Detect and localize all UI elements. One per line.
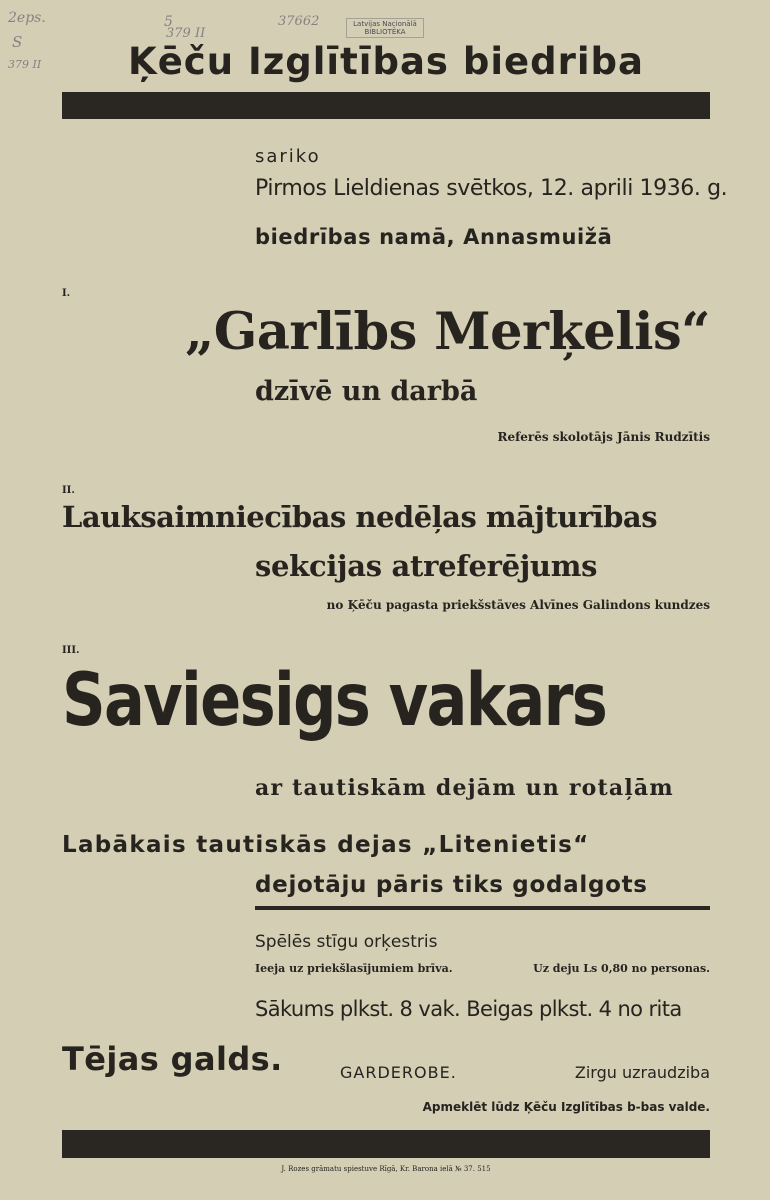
section-2-number: II. <box>62 485 75 496</box>
horse-care: Zirgu uzraudziba <box>574 1063 710 1082</box>
section-1-title: „Garlībs Merķelis“ <box>184 302 710 362</box>
award-underline <box>255 906 710 910</box>
entry-note: Ieeja uz priekšlasījumiem brīva. <box>255 962 453 975</box>
section-1-number: I. <box>62 288 71 299</box>
section-2-title-line-2: sekcijas atreferējums <box>255 549 598 583</box>
event-times: Sākums plkst. 8 vak. Beigas plkst. 4 no rita <box>255 997 682 1021</box>
section-3-number: III. <box>62 645 80 656</box>
section-3-title: Saviesigs vakars <box>62 658 607 743</box>
section-2-speaker: no Ķēču pagasta priekšstāves Alvīnes Galindons kundzes <box>326 598 710 612</box>
handwritten-mark-3: 379 II <box>8 58 42 71</box>
section-1-subtitle: dzīvē un darbā <box>255 376 478 407</box>
org-title: Ķēču Izglītības biedriba <box>128 40 644 83</box>
handwritten-mark-2: S <box>12 33 23 51</box>
library-stamp-line-2: BIBLIOTĒKA <box>364 28 406 36</box>
section-1-speaker: Referēs skolotājs Jānis Rudzītis <box>497 430 710 444</box>
library-stamp-line-1: Latvijas Nacionālā <box>353 20 417 28</box>
dance-price: Uz deju Ls 0,80 no personas. <box>533 962 710 975</box>
event-date: Pirmos Lieldienas svētkos, 12. aprili 1936. g. <box>255 176 728 201</box>
printer-imprint: J. Rozes grāmatu spiestuve Rīgā, Kr. Barona ielā № 37. 515 <box>281 1165 491 1173</box>
award-line-1: Labākais tautiskās dejas „Litenietis“ <box>62 832 590 858</box>
section-2-title-line-1: Lauksaimniecības nedēļas mājturības <box>62 500 658 534</box>
catalog-number: 37662 <box>278 14 320 29</box>
handwritten-mark-4: 379 II <box>166 26 206 41</box>
venue: biedrības namā, Annasmuižā <box>255 225 613 249</box>
tea-table: Tējas galds. <box>62 1040 283 1078</box>
sariko-text: sariko <box>255 146 321 167</box>
header-bar <box>62 92 710 119</box>
handwritten-mark-1: 2eps. <box>8 10 46 26</box>
invitation: Apmeklēt lūdz Ķēču Izglītības b-bas valde. <box>422 1100 710 1114</box>
orchestra-note: Spēlēs stīgu orķestris <box>255 932 438 952</box>
cloakroom: GARDEROBE. <box>340 1063 457 1082</box>
footer-bar <box>62 1130 710 1158</box>
award-line-2: dejotāju pāris tiks godalgots <box>255 872 648 898</box>
section-3-subtitle: ar tautiskām dejām un rotaļām <box>255 775 674 801</box>
library-stamp <box>346 18 424 38</box>
handwritten-mark-5: 5 <box>164 14 173 30</box>
